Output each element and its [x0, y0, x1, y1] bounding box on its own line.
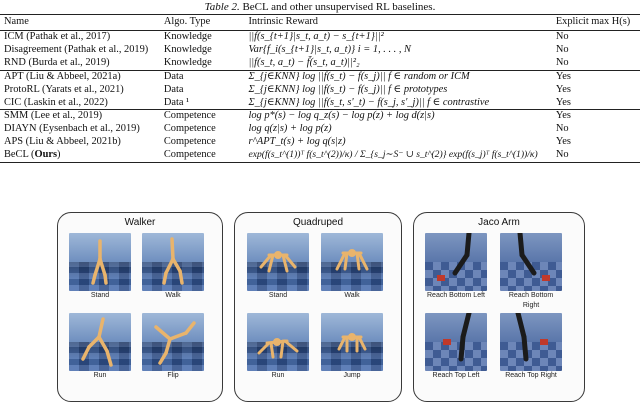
- walker-walk-label: Walk: [165, 292, 181, 299]
- jaco-bottom-right-label: Reach Bottom Right: [508, 292, 554, 309]
- row-type: Competence: [163, 136, 216, 148]
- table-row: [0, 70, 640, 83]
- row-explicit: Yes: [552, 110, 640, 123]
- baselines-table: [0, 14, 640, 163]
- jaco-bottom-left-tile: [425, 233, 487, 301]
- competence-group: [0, 110, 640, 163]
- walker-stand-tile: [69, 233, 131, 301]
- row-name: APS (Liu & Abbeel, 2021b): [4, 136, 121, 148]
- jaco-top-right-tile: [500, 313, 562, 381]
- row-type: Competence: [160, 149, 245, 162]
- header-name: Name: [0, 15, 160, 31]
- row-explicit: No: [555, 43, 569, 55]
- row-reward: log p*(s) − log q_z(s) − log p(z) + log d(z|s): [244, 110, 551, 123]
- row-name: RND (Burda et al., 2019): [4, 56, 110, 68]
- walker-panel: [57, 212, 223, 402]
- quadruped-panel: [234, 212, 402, 402]
- row-type: Data ¹: [163, 96, 190, 108]
- row-explicit: No: [555, 123, 569, 135]
- caption-text: BeCL and other unsupervised RL baselines.: [242, 1, 436, 13]
- table-caption: [0, 0, 640, 14]
- quadruped-walk-image: [321, 233, 383, 291]
- walker-walk-image: [142, 233, 204, 291]
- walker-title: Walker: [124, 217, 156, 228]
- data-group: [0, 70, 640, 110]
- jaco-bottom-right-tile: [500, 233, 562, 311]
- row-type: Data: [160, 70, 245, 83]
- jaco-arm-panel: [413, 212, 585, 402]
- row-type: Knowledge: [160, 31, 245, 44]
- jaco-bottom-right-image: [500, 233, 562, 291]
- row-name: ICM (Pathak et al., 2017): [0, 31, 160, 44]
- table-row: [0, 97, 640, 110]
- table-row: [0, 149, 640, 162]
- walker-run-label: Run: [93, 372, 107, 379]
- table-row: [0, 136, 640, 149]
- table-row: [0, 123, 640, 136]
- becl-name: BeCL (: [4, 149, 35, 161]
- table-row: [0, 31, 640, 44]
- row-reward: log q(z|s) + log p(z): [248, 123, 332, 135]
- jaco-bottom-left-image: [425, 233, 487, 291]
- header-algo-type: Algo. Type: [160, 15, 245, 31]
- walker-stand-label: Stand: [90, 292, 110, 299]
- quadruped-title: Quadruped: [292, 217, 344, 228]
- jaco-top-left-tile: [425, 313, 487, 381]
- jaco-arm-title: Jaco Arm: [478, 217, 520, 228]
- row-reward: r^APT_t(s) + log q(s|z): [248, 136, 346, 148]
- row-reward: ||f(s_{t+1}|s_t, a_t) − s_{t+1}||²: [244, 31, 551, 44]
- jaco-top-right-image: [500, 313, 562, 371]
- row-name: CIC (Laskin et al., 2022): [4, 96, 108, 108]
- table-row: [0, 44, 640, 57]
- jaco-bottom-left-label: Reach Bottom Left: [427, 292, 485, 299]
- row-name: SMM (Lee et al., 2019): [0, 110, 160, 123]
- becl-name-tail: ): [57, 149, 61, 161]
- walker-walk-tile: [142, 233, 204, 301]
- row-type: Competence: [163, 123, 216, 135]
- row-name: Disagreement (Pathak et al., 2019): [4, 43, 149, 55]
- row-type: Competence: [160, 110, 245, 123]
- quadruped-run-label: Run: [271, 372, 285, 379]
- header-intrinsic-reward: Intrinsic Reward: [244, 15, 551, 31]
- quadruped-jump-image: [321, 313, 383, 371]
- walker-flip-image: [142, 313, 204, 371]
- jaco-top-left-image: [425, 313, 487, 371]
- row-reward: exp(f(s_t^(1))ᵀ f(s_t^(2))/κ) / Σ_{s_j∼S⁻ ∪ s_t^(2)} exp(f(s_j)ᵀ f(s_t^(1))/κ): [244, 149, 551, 162]
- row-explicit: Yes: [555, 96, 571, 108]
- quadruped-stand-label: Stand: [268, 292, 288, 299]
- row-explicit: Yes: [555, 83, 571, 95]
- quadruped-walk-label: Walk: [344, 292, 360, 299]
- quadruped-walk-tile: [321, 233, 383, 301]
- row-explicit: No: [555, 56, 569, 68]
- row-type: Data: [163, 83, 184, 95]
- row-explicit: Yes: [555, 136, 571, 148]
- row-explicit: Yes: [552, 70, 640, 83]
- walker-stand-image: [69, 233, 131, 291]
- walker-flip-tile: [142, 313, 204, 381]
- header-explicit-max: Explicit max H(s): [552, 15, 640, 31]
- row-type: Knowledge: [163, 43, 212, 55]
- row-reward: Σ_{j∈KNN} log ||f(s_t) − f(s_j)|| f ∈ random or ICM: [244, 70, 551, 83]
- quadruped-stand-tile: [247, 233, 309, 301]
- table-row: [0, 84, 640, 97]
- walker-run-tile: [69, 313, 131, 381]
- row-type: Knowledge: [163, 56, 212, 68]
- row-name: APT (Liu & Abbeel, 2021a): [0, 70, 160, 83]
- quadruped-run-tile: [247, 313, 309, 381]
- table-row: [0, 110, 640, 123]
- walker-run-image: [69, 313, 131, 371]
- row-explicit: No: [552, 149, 640, 162]
- knowledge-group: [0, 31, 640, 71]
- row-explicit: No: [552, 31, 640, 44]
- quadruped-stand-image: [247, 233, 309, 291]
- quadruped-jump-tile: [321, 313, 383, 381]
- row-reward: Σ_{j∈KNN} log ||f(s_t, s'_t) − f(s_j, s'_j)|| f ∈ contrastive: [248, 96, 490, 108]
- row-name: ProtoRL (Yarats et al., 2021): [4, 83, 124, 95]
- row-reward: ||f(s_t, a_t) − f̃(s_t, a_t)||²₂: [248, 56, 360, 68]
- caption-label: Table 2.: [204, 1, 240, 13]
- table-row: [0, 57, 640, 70]
- row-reward: Σ_{j∈KNN} log ||f(s_t) − f(s_j)|| f ∈ prototypes: [248, 83, 448, 95]
- row-reward: Var{f_i(s_{t+1}|s_t, a_t)} i = 1, . . . , N: [248, 43, 411, 55]
- quadruped-jump-label: Jump: [343, 372, 361, 379]
- quadruped-run-image: [247, 313, 309, 371]
- ours-label: Ours: [34, 149, 58, 161]
- jaco-top-left-label: Reach Top Left: [432, 372, 480, 379]
- row-name: [0, 149, 160, 162]
- walker-flip-label: Flip: [167, 372, 179, 379]
- jaco-top-right-label: Reach Top Right: [505, 372, 557, 379]
- row-name: DIAYN (Eysenbach et al., 2019): [4, 123, 140, 135]
